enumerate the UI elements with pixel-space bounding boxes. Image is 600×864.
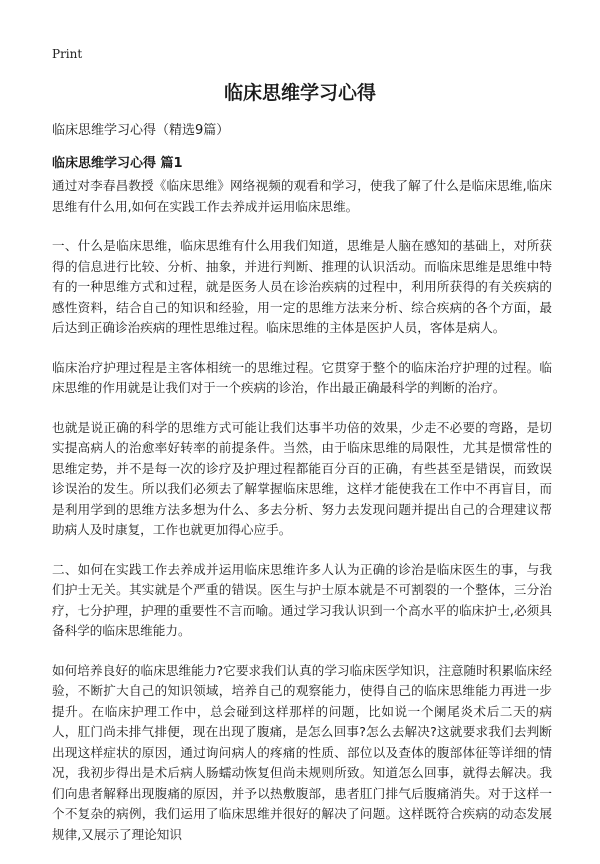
article-body bbox=[52, 176, 552, 864]
print-link[interactable]: Print bbox=[52, 47, 83, 61]
document-subtitle: 临床思维学习心得（精选9篇） bbox=[52, 123, 230, 138]
paragraph: 一、什么是临床思维，临床思维有什么用我们知道，思维是人脑在感知的基础上，对所获得的信息进行比较、分析、抽象，并进行判断、推理的认识活动。而临床思维是思维中特有的一种思维方式和过程，就是医务人员在诊治疾病的过程中，利用所获得的有关疾病的感性资料，结合自己的知识和经验，用一定的思维方法来分析、综合疾病的各个方面，最后达到正确诊治疾病的理性思维过程。临床思维的主体是医护人员，客体是病人。 bbox=[52, 238, 552, 335]
section-heading: 临床思维学习心得 篇1 bbox=[52, 156, 183, 171]
paragraph: 二、如何在实践工作去养成并运用临床思维许多人认为正确的诊治是临床医生的事，与我们护士无关。其实就是个严重的错误。医生与护士原本就是不可割裂的一个整体，三分治疗，七分护理，护理的重要性不言而喻。通过学习我认识到一个高水平的临床护士,必须具备科学的临床思维能力。 bbox=[52, 561, 552, 638]
paragraph: 通过对李春昌教授《临床思维》网络视频的观看和学习，使我了解了什么是临床思维,临床思维有什么用,如何在实践工作去养成并运用临床思维。 bbox=[52, 178, 552, 214]
page-title: 临床思维学习心得 bbox=[223, 82, 376, 104]
paragraph: 如何培养良好的临床思维能力?它要求我们认真的学习临床医学知识，注意随时积累临床经验，不断扩大自己的知识领域，培养自己的观察能力，使得自己的临床思维能力再进一步提升。在临床护理工作中，总会碰到这样那样的问题，比如说一个阑尾炎术后二天的病人，肛门尚未排气排便，现在出现了腹痛，是怎么回事?怎么去解决?这就要求我们去判断出现这样症状的原因，通过询问病人的疼痛的性质、部位以及查体的腹部体征等详细的情况，我初步得出是术后病人肠蠕动恢复但尚未规则所致。知道怎么回事，就得去解决。我们向患者解释出现腹痛的原因，并予以热敷腹部，患者肛门排气后腹痛消失。对于这样一个不复杂的病例，我们运用了临床思维并很好的解决了问题。这样既符合疾病的动态发展规律,又展示了理论知识 bbox=[52, 662, 552, 842]
paragraph: 也就是说正确的科学的思维方式可能让我们达事半功倍的效果，少走不必要的弯路，是切实提高病人的治愈率好转率的前提条件。当然，由于临床思维的局限性，尤其是惯常性的思维定势，并不是每一次的诊疗及护理过程都能百分百的正确，有些甚至是错误，而致误诊误治的发生。所以我们必须去了解掌握临床思维，这样才能使我在工作中不再盲目，而是利用学到的思维方法多想为什么、多去分析、努力去发现问题并提出自己的合理建议帮助病人及时康复，工作也就更加得心应手。 bbox=[52, 419, 552, 537]
paragraph: 临床治疗护理过程是主客体相统一的思维过程。它贯穿于整个的临床治疗护理的过程。临床思维的作用就是让我们对于一个疾病的诊治，作出最正确最科学的判断的治疗。 bbox=[52, 359, 552, 395]
